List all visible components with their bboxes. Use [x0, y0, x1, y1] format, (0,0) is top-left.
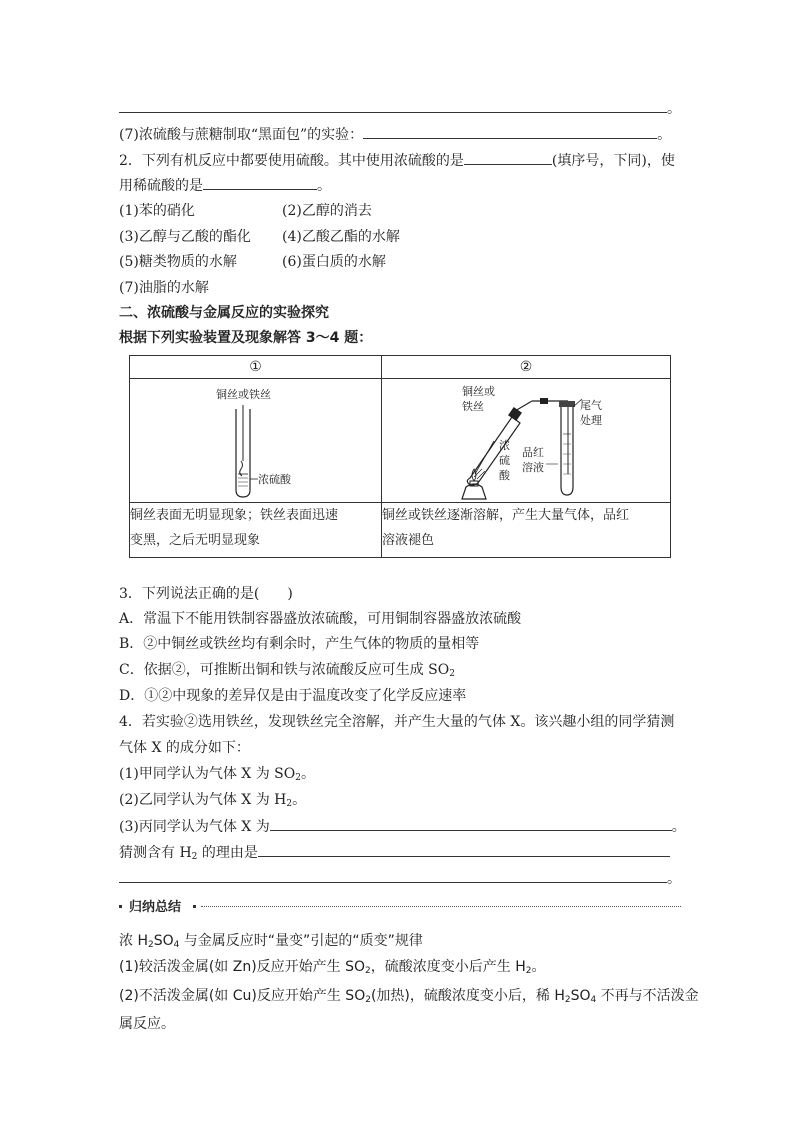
q3-option-b[interactable]: B．②中铜丝或铁丝均有剩余时，产生气体的物质的量相等: [119, 636, 480, 652]
q4-statement-3: (3)丙同学认为气体 X 为 。: [119, 816, 686, 837]
q2-stem-cont: 用稀硫酸的是 。: [119, 175, 331, 196]
answer-blank[interactable]: [203, 175, 317, 190]
q4-reason: 猜测含有 $H_2$ 的理由是: [119, 842, 670, 867]
table-header-1: ①: [130, 356, 382, 379]
q3-stem: 3．下列说法正确的是( ): [119, 586, 293, 602]
q4-reason-cont: 。: [119, 868, 681, 889]
svg-text:浓: 浓: [499, 439, 510, 452]
table-header-2: ②: [382, 356, 671, 379]
svg-text:溶液: 溶液: [522, 461, 544, 474]
q4-statement-1: (1)甲同学认为气体 X 为 $SO_2$。: [119, 766, 315, 783]
answer-blank[interactable]: [464, 150, 552, 165]
q2-option-row: (7)油脂的水解: [119, 280, 209, 296]
bullet-icon: [193, 905, 196, 908]
answer-blank[interactable]: [119, 98, 667, 113]
summary-divider: [119, 896, 681, 916]
answer-blank[interactable]: [363, 124, 657, 139]
q4-stem: 4．若实验②选用铁丝，发现铁丝完全溶解，并产生大量的气体 X。该兴趣小组的同学猜测: [119, 714, 675, 730]
experiment-table: [129, 355, 671, 558]
observation-2: 铜丝或铁丝逐渐溶解，产生大量气体，品红 溶液褪色: [382, 503, 671, 558]
svg-text:硫: 硫: [499, 454, 510, 467]
summary-point-2-cont: 属反应。: [119, 1016, 175, 1032]
q2-stem: 2．下列有机反应中都要使用硫酸。其中使用浓硫酸的是 (填序号，下同)，使: [119, 150, 675, 171]
q2-option-row: (5)糖类物质的水解 (6)蛋白质的水解: [119, 254, 386, 270]
summary-title: 归纳总结: [129, 900, 182, 915]
label-acid: 浓硫酸: [258, 473, 291, 486]
test-tube-diagram: [130, 379, 382, 502]
q1-item-7: (7)浓硫酸与蔗糖制取“黑面包”的实验： 。: [119, 124, 671, 145]
summary-point-1: (1)较活泼金属(如 Zn)反应开始产生 $SO_2$，硫酸浓度变小后产生 $H_2$。: [119, 959, 546, 976]
svg-text:铜丝或: 铜丝或: [462, 385, 495, 398]
svg-text:铁丝: 铁丝: [462, 400, 484, 413]
apparatus-figure-2: [382, 379, 671, 503]
svg-text:酸: 酸: [499, 469, 510, 482]
answer-blank[interactable]: [258, 842, 670, 857]
q3-option-c[interactable]: C．依据②，可推断出铜和铁与浓硫酸反应可生成 $SO_2$: [119, 662, 455, 679]
apparatus-figure-1: [130, 379, 382, 503]
summary-heading: 浓 $H_2SO_4$ 与金属反应时“量变”引起的“质变”规律: [119, 933, 423, 950]
q4-stem-cont: 气体 X 的成分如下：: [119, 740, 250, 756]
answer-blank[interactable]: [119, 868, 667, 883]
observation-1: 铜丝表面无明显现象；铁丝表面迅速 变黑，之后无明显现象: [130, 503, 382, 558]
q3-option-d[interactable]: D．①②中现象的差异仅是由于温度改变了化学反应速率: [119, 688, 467, 704]
bullet-icon: [119, 905, 122, 908]
label-wire: 铜丝或铁丝: [216, 388, 271, 401]
svg-text:尾气: 尾气: [580, 399, 602, 412]
heated-tube-diagram: [382, 379, 671, 502]
section-title: 二、浓硫酸与金属反应的实验探究: [119, 305, 329, 321]
q2-option-row: (1)苯的硝化 (2)乙醇的消去: [119, 203, 372, 219]
answer-blank[interactable]: [270, 816, 672, 831]
q2-option-row: (3)乙醇与乙酸的酯化 (4)乙酸乙酯的水解: [119, 229, 400, 245]
summary-point-2: (2)不活泼金属(如 Cu)反应开始产生 $SO_2$(加热)，硫酸浓度变小后，稀 $H_2SO_4$ 不再与不活泼金: [119, 988, 699, 1005]
section-intro: 根据下列实验装置及现象解答 3～4 题：: [119, 330, 373, 346]
q4-statement-2: (2)乙同学认为气体 X 为 $H_2$。: [119, 792, 307, 809]
svg-text:品红: 品红: [522, 446, 544, 459]
answer-line-q1-6: 。: [119, 98, 681, 119]
svg-text:处理: 处理: [580, 414, 602, 427]
q3-option-a[interactable]: A．常温下不能用铁制容器盛放浓硫酸，可用铜制容器盛放浓硫酸: [119, 611, 522, 627]
